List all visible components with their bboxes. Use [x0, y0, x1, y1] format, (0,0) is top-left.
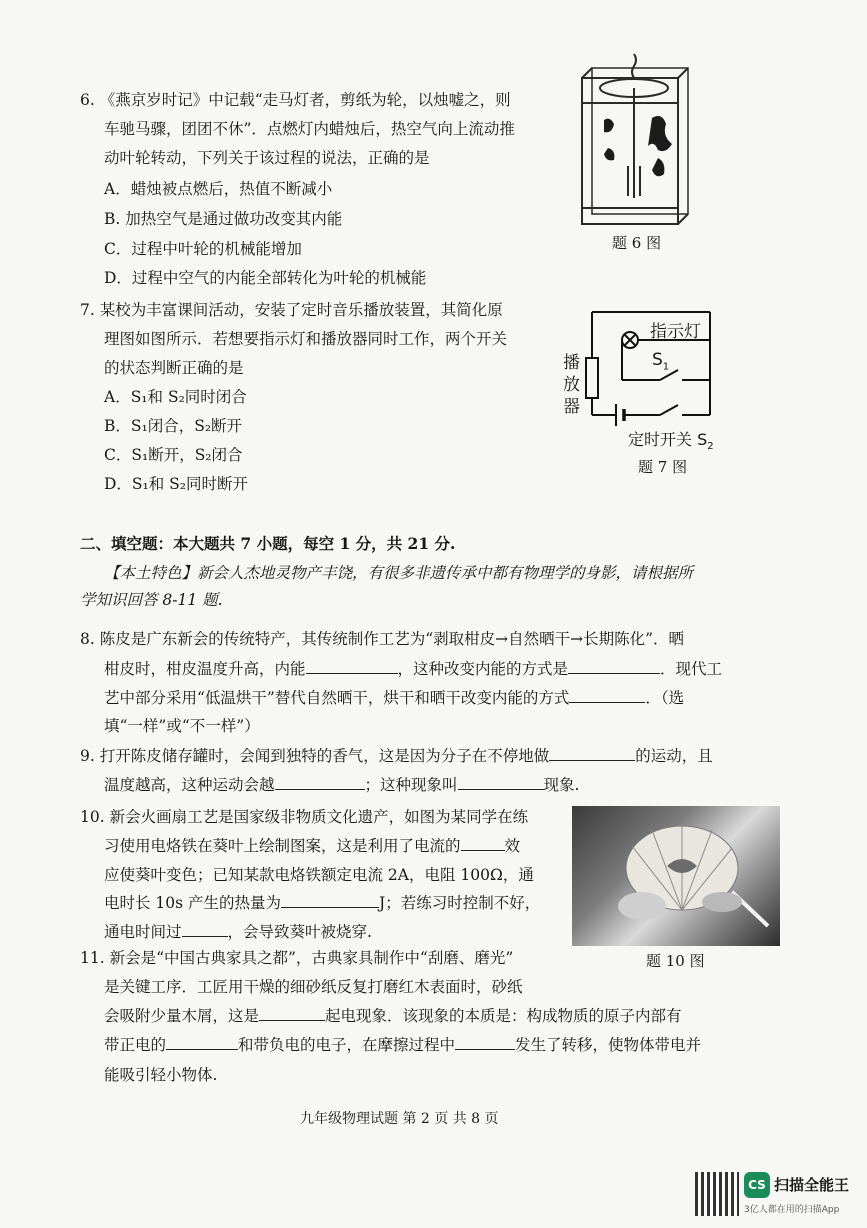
- q6-option-c: C．过程中叶轮的机械能增加: [104, 240, 302, 258]
- page-footer: 九年级物理试题 第 2 页 共 8 页: [300, 1111, 499, 1127]
- q8-line3: 艺中部分采用“低温烘干”替代自然晒干，烘干和晒干改变内能的方式 ．（选: [104, 689, 685, 707]
- q6-option-b: B. 加热空气是通过做功改变其内能: [104, 210, 343, 228]
- q11-blank-3[interactable]: [455, 1035, 515, 1050]
- camscanner-name: 扫描全能王: [774, 1176, 850, 1194]
- q10-figure-caption: 题 10 图: [646, 952, 705, 970]
- q8-blank-1[interactable]: [306, 659, 398, 674]
- q6-line1: 6. 《燕京岁时记》中记载“走马灯者，剪纸为轮，以烛嘘之，则: [80, 91, 511, 109]
- q11-line4: 带正电的 和带负电的电子，在摩擦过程中 发生了转移，使物体带电并: [104, 1036, 702, 1054]
- q8-line4: 填“一样”或“不一样”）: [104, 717, 260, 735]
- q10-blank-3[interactable]: [182, 922, 228, 937]
- section2-intro-line2: 学知识回答 8-11 题.: [80, 591, 223, 609]
- q6-option-d: D．过程中空气的内能全部转化为叶轮的机械能: [104, 269, 427, 287]
- q11-line5: 能吸引轻小物体.: [104, 1066, 218, 1084]
- q9-blank-3[interactable]: [458, 775, 544, 790]
- q8-line2: 柑皮时，柑皮温度升高，内能 ，这种改变内能的方式是 ．现代工: [104, 660, 723, 678]
- q10-line4: 电时长 10s 产生的热量为 J；若练习时控制不好，: [104, 894, 541, 912]
- q11-line1: 11. 新会是“中国古典家具之都”，古典家具制作中“刮磨、磨光”: [80, 949, 514, 967]
- s1-label: $S_1$: [652, 350, 670, 373]
- player-label: 播 放 器: [563, 353, 580, 417]
- lamp-label: 指示灯: [650, 322, 701, 342]
- q6-line3: 动叶轮转动，下列关于该过程的说法，正确的是: [104, 149, 430, 167]
- q10-line3: 应使葵叶变色；已知某款电烙铁额定电流 2A，电阻 100Ω，通: [104, 866, 534, 884]
- q8-blank-2[interactable]: [568, 659, 660, 674]
- q8-line1: 8. 陈皮是广东新会的传统特产，其传统制作工艺为“剥取柑皮→自然晒干→长期陈化”．晒: [80, 630, 685, 648]
- q11-blank-1[interactable]: [259, 1006, 325, 1021]
- timer-switch-label: 定时开关 $S_2$: [628, 430, 714, 453]
- q10-blank-1[interactable]: [461, 836, 505, 851]
- camscanner-logo: CS: [744, 1172, 770, 1198]
- q7-line2: 理图如图所示．若想要指示灯和播放器同时工作，两个开关: [104, 330, 508, 348]
- q10-blank-2[interactable]: [281, 893, 379, 908]
- q7-option-b: B．S₁闭合，S₂断开: [104, 417, 243, 435]
- q7-line1: 7. 某校为丰富课间活动，安装了定时音乐播放装置，其简化原: [80, 301, 503, 319]
- q9-line1: 9. 打开陈皮储存罐时，会闻到独特的香气，这是因为分子在不停地做 的运动，且: [80, 747, 713, 765]
- q10-line1: 10. 新会火画扇工艺是国家级非物质文化遗产，如图为某同学在练: [80, 808, 529, 826]
- section2-title: 二、填空题：本大题共 7 小题，每空 1 分，共 21 分.: [80, 534, 456, 553]
- qr-code-icon: [695, 1172, 739, 1216]
- q10-line2: 习使用电烙铁在葵叶上绘制图案，这是利用了电流的 效: [104, 837, 521, 855]
- q7-option-d: D．S₁和 S₂同时断开: [104, 475, 249, 493]
- camscanner-tagline: 3亿人都在用的扫描App: [744, 1205, 840, 1215]
- q11-line3: 会吸附少量木屑，这是 起电现象．该现象的本质是：构成物质的原子内部有: [104, 1007, 682, 1025]
- q7-option-c: C．S₁断开，S₂闭合: [104, 446, 243, 464]
- q11-line2: 是关键工序．工匠用干燥的细砂纸反复打磨红木表面时，砂纸: [104, 978, 523, 996]
- q7-figure-caption: 题 7 图: [638, 458, 688, 476]
- q8-blank-3[interactable]: [569, 688, 645, 703]
- q9-blank-2[interactable]: [275, 775, 365, 790]
- lantern-figure: [568, 48, 698, 230]
- section2-intro-line1: 【本土特色】新会人杰地灵物产丰饶，有很多非遗传承中都有物理学的身影，请根据所: [104, 564, 694, 582]
- q7-option-a: A．S₁和 S₂同时闭合: [104, 388, 247, 406]
- q9-line2: 温度越高，这种运动会越 ；这种现象叫 现象.: [104, 776, 580, 794]
- q10-line5: 通电时间过 ，会导致葵叶被烧穿.: [104, 923, 372, 941]
- fan-painting-photo: [572, 806, 780, 946]
- q11-blank-2[interactable]: [166, 1035, 238, 1050]
- q9-blank-1[interactable]: [549, 746, 635, 761]
- q6-figure-caption: 题 6 图: [612, 234, 662, 252]
- q6-option-a: A．蜡烛被点燃后，热值不断减小: [104, 180, 333, 198]
- q7-line3: 的状态判断正确的是: [104, 359, 244, 377]
- q6-line2: 车驰马骤，团团不休”．点燃灯内蜡烛后，热空气向上流动推: [104, 120, 515, 138]
